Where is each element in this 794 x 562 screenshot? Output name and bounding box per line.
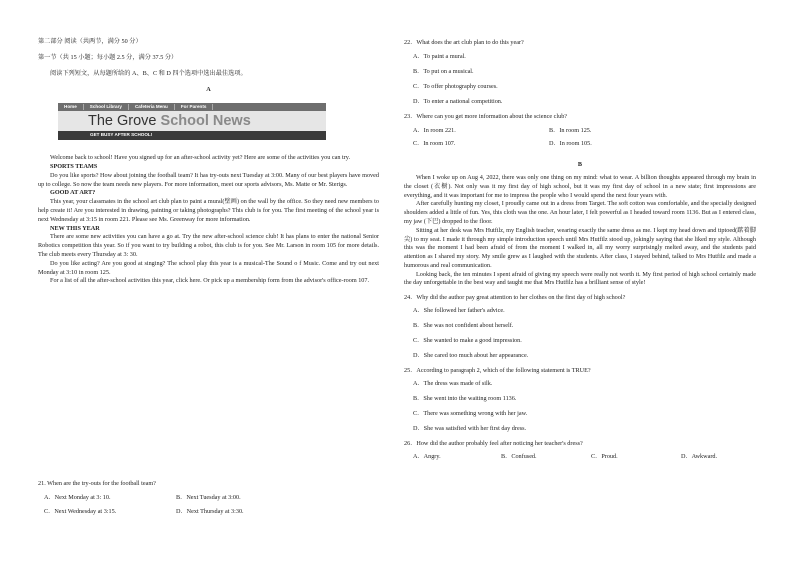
- school-news-banner: [58, 103, 326, 148]
- part-header: 第二部分 阅读（共两节，满分 50 分）: [38, 38, 142, 45]
- q23-option-d: D．In room 105.: [549, 140, 592, 148]
- q22-option-b: B．To put on a musical.: [413, 67, 474, 75]
- q24-option-a: A．She followed her father's advice.: [413, 307, 505, 315]
- question-24: 24．Why did the author pay great attention to her clothes on the first day of high school?: [404, 294, 626, 302]
- q24-option-b: B．She was not confident about herself.: [413, 322, 514, 330]
- q25-option-d: D．She was satisfied with her first day dress.: [413, 424, 527, 432]
- art-paragraph: This year, your classmates in the school art club plan to paint a mural(壁画) on the wall by the office. So they need new members to help create it! Are you interested in drawing, painting or taking photographs? This club is for you. The first meeting of the school year is next Wednesday at 3:15 in room 221. Please see Ms. Greenway for more information.: [38, 198, 379, 223]
- q25-option-a: A．The dress was made of silk.: [413, 379, 493, 387]
- q26-option-d: D．Awkward.: [681, 452, 718, 460]
- q26-option-c: C．Proud.: [591, 452, 618, 460]
- passage-b-label: B: [577, 161, 583, 169]
- q22-option-c: C．To offer photography courses.: [413, 82, 498, 90]
- question-21: 21. When are the try-outs for the football team?: [38, 480, 156, 487]
- passage-b-paragraph-4: Looking back, the ten minutes I spent afraid of giving my speech were really not worth it. My first period of high school certainly made the day unforgettable in the best way and taught me that Mrs Hutfilz has a brilliant sense of style!: [404, 270, 756, 287]
- q24-option-c: C．She wanted to make a good impression.: [413, 337, 522, 345]
- heading-art: GOOD AT ART?: [50, 189, 96, 197]
- new-paragraph-2: Do you like acting? Are you good at singing? The school play this year is a musical-The Sound o f Music. Come and try out next Monday at 3:10 in room 125.: [38, 259, 379, 276]
- q21-option-c: C．Next Wednesday at 3:15.: [44, 507, 117, 515]
- banner-title-light: School News: [160, 112, 251, 129]
- intro-paragraph: Welcome back to school! Have you signed up for an after-school activity yet? Here are some of the activities you can try.: [50, 154, 350, 162]
- question-23: 23．Where can you get more information about the science club?: [404, 112, 568, 120]
- question-22: 22．What does the art club plan to do this year?: [404, 39, 524, 46]
- q23-option-b: B．In room 125.: [549, 126, 592, 134]
- q21-option-d: D．Next Thursday at 3:30.: [176, 507, 244, 515]
- passage-b-paragraph-1: When I woke up on Aug 4, 2022, there was only one thing on my mind: what to wear. A billion thoughts appeared through my brain in the closet (衣橱). Not only was it my first day of high school, but it was my first day of school in a new state; first impressions are everything, and it was important for me to impress the people who I would spend the next four years with.: [404, 173, 756, 199]
- passage-a-label: A: [206, 86, 211, 94]
- section-header: 第一节（共 15 小题；每小题 2.5 分，满分 37.5 分）: [38, 53, 178, 61]
- heading-new: NEW THIS YEAR: [50, 224, 100, 232]
- question-26: 26．How did the author probably feel after noticing her teacher's dress?: [404, 439, 583, 447]
- new-paragraph-3: For a list of all the after-school activities this year, click here. Or pick up a membership form from the advisor's office-room 107.: [50, 277, 370, 285]
- nav-school-library[interactable]: School Library: [84, 104, 129, 111]
- q23-option-c: C．In room 107.: [413, 140, 456, 148]
- new-paragraph-1: There are some new activities you can have a go at. Try the new after-school science club! It has plans to enter the national Senior Robotics competition this year. So if you want to try building a robot, this club is for you. See Mr. Larson in room 105 for more details. The club meets every Thursday at 3: 30.: [38, 233, 379, 258]
- question-21-block: [38, 480, 379, 516]
- sports-paragraph: Do you like sports? How about joining the football team? It has try-outs next Tuesday at 3:00. Many of our best players have moved up to college. So now the team needs new players. For more information, meet our sports advisors, Ms. Matte or Mr. Sterigs.: [38, 171, 379, 188]
- q26-option-b: B．Confused.: [501, 452, 537, 460]
- q25-option-c: C．There was something wrong with her jaw.: [413, 409, 528, 417]
- heading-sports: SPORTS TEAMS: [50, 162, 98, 170]
- nav-for-parents[interactable]: For Parents: [175, 104, 214, 111]
- q22-option-d: D．To enter a national competition.: [413, 97, 503, 105]
- banner-title: [58, 111, 326, 131]
- q26-option-a: A．Angry.: [413, 452, 441, 460]
- q25-option-b: B．She went into the waiting room 1136.: [413, 394, 517, 402]
- q21-option-b: B．Next Tuesday at 3:00.: [176, 493, 241, 501]
- nav-home[interactable]: Home: [58, 104, 84, 111]
- right-column: [404, 0, 756, 461]
- left-column: [38, 0, 379, 515]
- banner-tagline: GET BUSY AFTER SCHOOL!: [58, 131, 326, 140]
- q22-option-a: A．To paint a mural.: [413, 52, 466, 60]
- question-25: 25．According to paragraph 2, which of the following statement is TRUE?: [404, 367, 591, 375]
- nav-cafeteria-menu[interactable]: Cafeteria Menu: [129, 104, 175, 111]
- q23-option-a: A．In room 221.: [413, 126, 456, 134]
- instructions: 阅读下列短文，从每题所给的 A、B、C 和 D 四个选项中选出最佳选项。: [50, 69, 247, 77]
- passage-b-paragraph-2: After carefully hunting my closet, I proudly came out in a dress from Target. The soft cotton was comfortable, and the specially designed shoulders added a little of fun. Yes, this cloth was the one. An hour later, I felt powerful as I headed toward room 1136. But as I entered class, my jaw (下巴) dropped to the floor.: [404, 200, 756, 225]
- banner-title-dark: The Grove: [88, 112, 157, 129]
- q24-option-d: D．She cared too much about her appearance.: [413, 352, 529, 360]
- q21-option-a: A．Next Monday at 3: 10.: [44, 493, 111, 501]
- passage-b-paragraph-3: Sitting at her desk was Mrs Hutfilz, my English teacher, wearing exactly the same dress as me. I kept my head down and tiptoed(踮着脚尖) to my seat. I made it through my simple introduction speech until Mrs Hutfilz stood up, jokingly saying that she liked my style. Although this was the moment I had been afraid of from the moment I walked in, all my worry surprisingly melted away, and the students paid attention as I shared my story. My smile grew as I laughed with the students. After class, I stayed behind, talked to Mrs Hutfilz and made a humorous and real communication.: [404, 226, 756, 269]
